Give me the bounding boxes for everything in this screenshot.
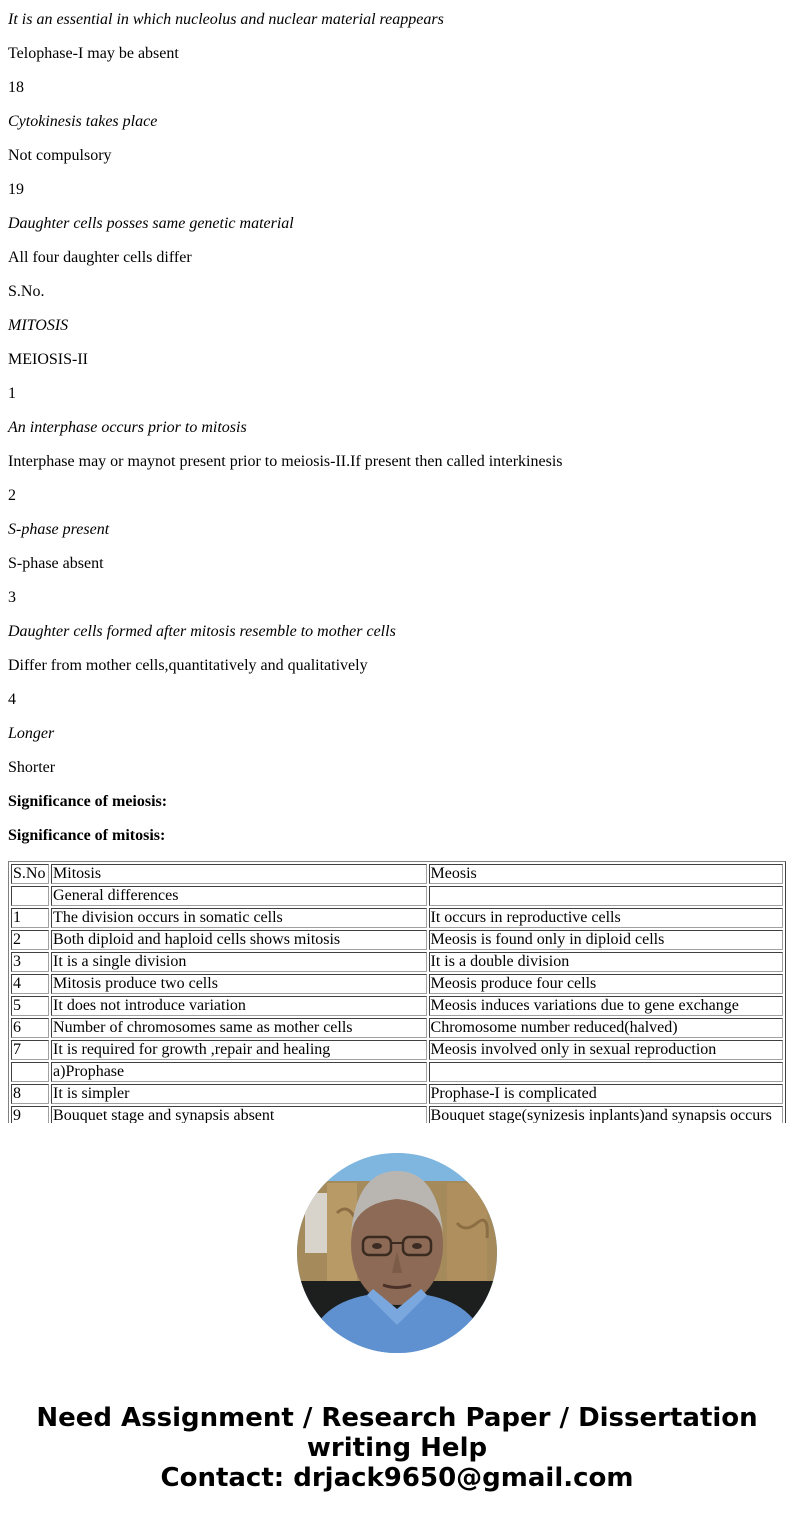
table-row (11, 886, 783, 906)
table-cell: The division occurs in somatic cells (51, 908, 426, 928)
person-photo-icon (297, 1153, 497, 1353)
table-header-row (11, 864, 783, 884)
table-cell: 3 (11, 952, 49, 972)
table-cell: 8 (11, 1084, 49, 1104)
table-cell: Meosis induces variations due to gene exchange (429, 996, 783, 1016)
table-cell: It does not introduce variation (51, 996, 426, 1016)
table-row (11, 1084, 783, 1104)
header-cell: S.No (11, 864, 49, 884)
paragraph: Longer (8, 725, 55, 742)
header-cell: Mitosis (51, 864, 426, 884)
paragraph: Daughter cells posses same genetic material (8, 215, 294, 232)
table-cell (429, 886, 783, 906)
paragraph: Daughter cells formed after mitosis resemble to mother cells (8, 623, 396, 640)
paragraph: 2 (8, 487, 16, 504)
table-cell: It occurs in reproductive cells (429, 908, 783, 928)
author-avatar (297, 1153, 497, 1353)
table-cell: Mitosis produce two cells (51, 974, 426, 994)
paragraph: 1 (8, 385, 16, 402)
table-row (11, 974, 783, 994)
table-row (11, 1018, 783, 1038)
comparison-table-container (8, 861, 786, 1123)
table-cell: It is a double division (429, 952, 783, 972)
table-row (11, 996, 783, 1016)
contact-email: Contact: drjack9650@gmail.com (160, 1463, 634, 1493)
paragraph: 3 (8, 589, 16, 606)
table-cell: 2 (11, 930, 49, 950)
paragraph: Shorter (8, 759, 56, 776)
table-cell (429, 1062, 783, 1082)
table-row (11, 1040, 783, 1060)
paragraph: 19 (8, 181, 24, 198)
paragraph: Cytokinesis takes place (8, 113, 158, 130)
paragraph: MITOSIS (8, 317, 69, 334)
table-row (11, 1106, 783, 1123)
table-row (11, 930, 783, 950)
table-cell: 5 (11, 996, 49, 1016)
table-cell: It is a single division (51, 952, 426, 972)
table-cell: 1 (11, 908, 49, 928)
header-cell: Meosis (429, 864, 783, 884)
table-cell: 9 (11, 1106, 49, 1123)
mitosis-meiosis-comparison-table (8, 861, 786, 1123)
table-cell: Bouquet stage and synapsis absent (51, 1106, 426, 1123)
table-cell: 7 (11, 1040, 49, 1060)
paragraph: It is an essential in which nucleolus and nuclear material reappears (8, 11, 444, 28)
paragraph: Telophase-I may be absent (8, 45, 179, 62)
banner-line-1: Need Assignment / Research Paper / Dissertation (36, 1403, 758, 1433)
table-cell: 6 (11, 1018, 49, 1038)
table-cell: It is required for growth ,repair and healing (51, 1040, 426, 1060)
paragraph: An interphase occurs prior to mitosis (8, 419, 247, 436)
table-cell: Prophase-I is complicated (429, 1084, 783, 1104)
table-cell (11, 1062, 49, 1082)
paragraph: S.No. (8, 283, 45, 300)
paragraph: S-phase present (8, 521, 110, 538)
banner-line-2: writing Help (306, 1433, 488, 1463)
table-cell: Bouquet stage(synizesis inplants)and synapsis occurs (429, 1106, 783, 1123)
table-cell: Meosis is found only in diploid cells (429, 930, 783, 950)
paragraph: Interphase may or maynot present prior to meiosis-II.If present then called interkinesis (8, 453, 563, 470)
table-cell: 4 (11, 974, 49, 994)
paragraph: S-phase absent (8, 555, 104, 572)
paragraph: 4 (8, 691, 16, 708)
table-cell: Meosis involved only in sexual reproduction (429, 1040, 783, 1060)
table-cell: General differences (51, 886, 426, 906)
section-heading-meiosis-significance: Significance of meiosis: (8, 793, 168, 810)
contact-banner (0, 1403, 794, 1493)
table-cell: a)Prophase (51, 1062, 426, 1082)
paragraph: Not compulsory (8, 147, 112, 164)
paragraph: All four daughter cells differ (8, 249, 192, 266)
table-cell: Number of chromosomes same as mother cells (51, 1018, 426, 1038)
table-cell (11, 886, 49, 906)
table-row (11, 908, 783, 928)
table-cell: It is simpler (51, 1084, 426, 1104)
table-cell: Meosis produce four cells (429, 974, 783, 994)
table-row (11, 1062, 783, 1082)
paragraph: Differ from mother cells,quantitatively and qualitatively (8, 657, 368, 674)
section-heading-mitosis-significance: Significance of mitosis: (8, 827, 166, 844)
table-cell: Chromosome number reduced(halved) (429, 1018, 783, 1038)
paragraph: 18 (8, 79, 24, 96)
paragraph: MEIOSIS-II (8, 351, 88, 368)
table-cell: Both diploid and haploid cells shows mitosis (51, 930, 426, 950)
table-row (11, 952, 783, 972)
